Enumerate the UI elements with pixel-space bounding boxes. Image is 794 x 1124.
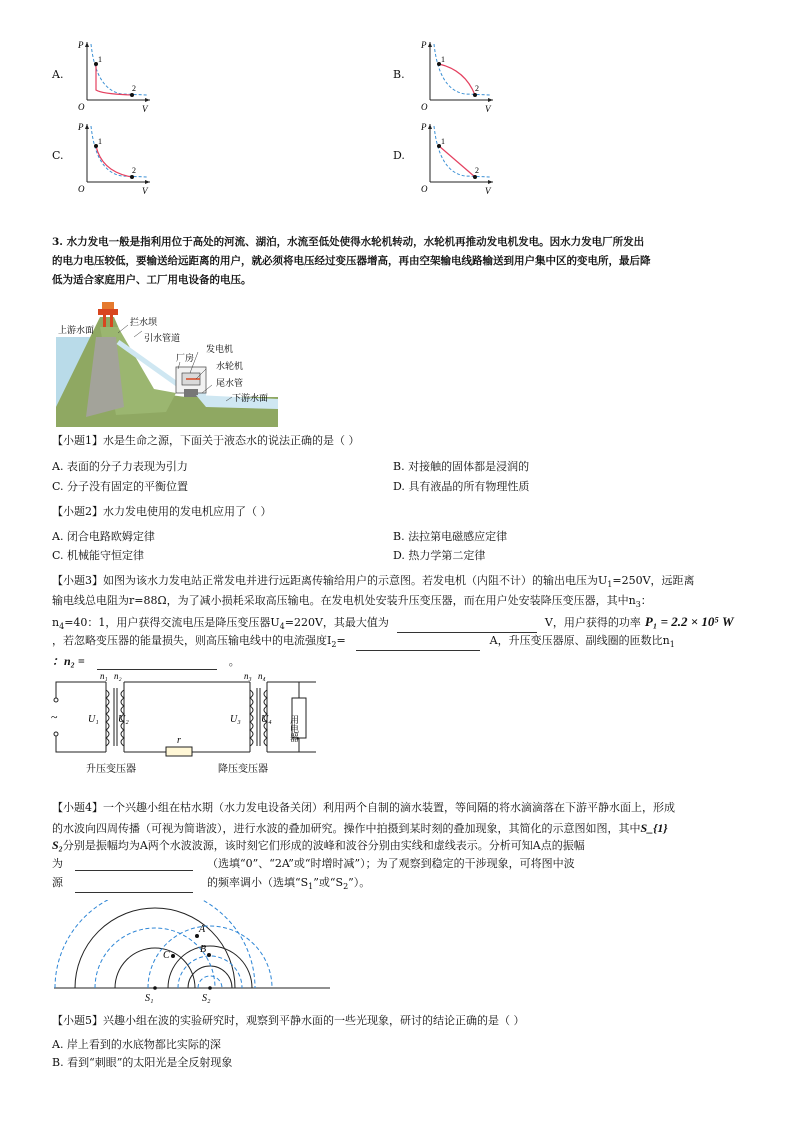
label-step-up: 升压变压器 bbox=[86, 764, 136, 775]
label-step-down: 降压变压器 bbox=[218, 764, 268, 775]
sub2-option-a: A. 闭合电路欧姆定律 bbox=[52, 530, 155, 543]
q3-line3: 低为适合家庭用户、工厂用电设备的电压。 bbox=[52, 274, 252, 286]
answer-blank-wave-source[interactable] bbox=[75, 880, 193, 893]
label-downstream: 下游水面 bbox=[232, 393, 269, 403]
label-u3: U₃ bbox=[230, 714, 241, 725]
sub4-line3: S₂分别是振幅均为A两个水波波源，该时刻它们形成的波峰和波谷分别由实线和虚线表示。分析可知A点的振幅 bbox=[52, 838, 585, 852]
sub1-option-d: D. 具有液晶的所有物理性质 bbox=[393, 480, 530, 493]
source-s1: S₁ bbox=[145, 993, 154, 1004]
option-c-label: C. bbox=[52, 149, 64, 162]
option-b-label: B. bbox=[393, 68, 405, 81]
sub4-line1: 【小题4】一个兴趣小组在枯水期（水力发电设备关闭）利用两个自制的滴水装置，等间隔的将水滴滴落在下游平静水面上，形成 bbox=[52, 801, 675, 814]
axis-p: P bbox=[421, 122, 427, 132]
axis-p: P bbox=[78, 122, 84, 132]
label-u1: U₁ bbox=[88, 714, 99, 725]
point-1: 1 bbox=[98, 55, 102, 64]
label-r: r bbox=[177, 735, 181, 746]
origin: O bbox=[78, 184, 85, 194]
point-1: 1 bbox=[441, 137, 445, 146]
origin: O bbox=[78, 102, 85, 112]
origin: O bbox=[421, 102, 428, 112]
sub2-option-b: B. 法拉第电磁感应定律 bbox=[393, 530, 508, 543]
label-n3: n₃ bbox=[244, 671, 252, 681]
label-tailpipe: 尾水管 bbox=[216, 378, 244, 388]
label-pipe: 引水管道 bbox=[144, 333, 181, 343]
sub2-stem: 【小题2】水力发电使用的发电机应用了（ ） bbox=[52, 505, 272, 518]
hydropower-dam-illustration bbox=[56, 297, 278, 427]
graph-option-d bbox=[415, 120, 497, 196]
point-2: 2 bbox=[132, 84, 136, 93]
axis-v: V bbox=[142, 186, 148, 196]
sub4-line5: 源 的频率调小（选填“$S_1$”或“$S_2$”）。 bbox=[52, 876, 371, 892]
ac-source-symbol: ~ bbox=[51, 710, 58, 724]
label-upstream: 上游水面 bbox=[58, 325, 95, 335]
axis-v: V bbox=[485, 186, 491, 196]
sub5-stem: 【小题5】兴趣小组在波的实验研究时，观察到平静水面的一些光现象，研讨的结论正确的是（ ） bbox=[52, 1014, 525, 1027]
source-s2: S₂ bbox=[202, 993, 211, 1004]
label-n4: n₄ bbox=[258, 671, 266, 681]
sub4-line2: 的水波向四周传播（可视为简谐波），进行水波的叠加研究。操作中拍摄到某时刻的叠加现象，其简化的示意图如图，其中S_{1} bbox=[52, 821, 668, 835]
sub1-option-b: B. 对接触的固体都是浸润的 bbox=[393, 460, 530, 473]
sub5-option-a: A. 岸上看到的水底物都比实际的深 bbox=[52, 1038, 221, 1051]
graph-option-c bbox=[72, 120, 154, 196]
point-2: 2 bbox=[132, 166, 136, 175]
sub1-option-a: A. 表面的分子力表现为引力 bbox=[52, 460, 188, 473]
axis-v: V bbox=[142, 104, 148, 114]
sub3-line1: 【小题3】如图为该水力发电站正常发电并进行远距离传输给用户的示意图。若发电机（内阻不计）的输出电压为$U_1=250V$，远距离 bbox=[52, 574, 695, 590]
label-load: 用电器 bbox=[289, 715, 299, 742]
label-u4: U₄ bbox=[261, 714, 272, 725]
answer-blank-turns-ratio[interactable] bbox=[97, 657, 217, 670]
sub3-line5: ：n₂ = 。 bbox=[52, 654, 240, 668]
sub4-line4: 为 （选填“0”、“2A”或“时增时减”）；为了观察到稳定的干涉现象，可将图中波 bbox=[52, 857, 575, 870]
point-b: B bbox=[200, 944, 207, 955]
answer-blank-max-voltage[interactable] bbox=[397, 620, 537, 633]
transmission-circuit-diagram bbox=[50, 670, 320, 778]
q3-line2: 的电力电压较低，要输送给远距离的用户，就必须将电压经过变压器增高，再由空架输电线路输送到用户集中区的变电所，最后降 bbox=[52, 255, 651, 267]
point-2: 2 bbox=[475, 166, 479, 175]
sub5-option-b: B. 看到“刺眼”的太阳光是全反射现象 bbox=[52, 1056, 233, 1069]
graph-option-a bbox=[72, 38, 154, 114]
sub3-line3: $n_4=40$：1，用户获得交流电压是降压变压器$U_4=220V$，其最大值为 V，用户获得的功率 P₁ = 2.2 × 10⁵ W bbox=[52, 614, 734, 632]
origin: O bbox=[421, 184, 428, 194]
q3-line1: 3. 水力发电一般是指利用位于高处的河流、湖泊，水流至低处使得水轮机转动，水轮机再推动发电机发电。因水力发电厂所发出 bbox=[52, 236, 645, 248]
sub3-line4: ，若忽略变压器的能量损失，则高压输电线中的电流强度$I_2= A$，升压变压器原、副线圈的匝数比$n_1$ bbox=[52, 634, 675, 650]
label-plant: 厂房 bbox=[176, 353, 195, 363]
label-dam: 拦水坝 bbox=[130, 317, 158, 327]
sub2-option-c: C. 机械能守恒定律 bbox=[52, 549, 145, 562]
axis-p: P bbox=[421, 40, 427, 50]
label-u2: U₂ bbox=[118, 714, 129, 725]
sub3-line2: 输电线总电阻为r=88Ω，为了减小损耗采取高压输电。在发电机处安装升压变压器，而在用户处安装降压变压器，其中$n_3$： bbox=[52, 594, 652, 610]
wave-interference-diagram bbox=[52, 900, 332, 1006]
axis-v: V bbox=[485, 104, 491, 114]
answer-blank-current[interactable] bbox=[356, 638, 480, 651]
label-generator: 发电机 bbox=[206, 344, 234, 354]
option-a-label: A. bbox=[52, 68, 64, 81]
point-1: 1 bbox=[98, 137, 102, 146]
point-1: 1 bbox=[441, 55, 445, 64]
label-turbine: 水轮机 bbox=[216, 361, 244, 371]
graph-option-b bbox=[415, 38, 497, 114]
sub2-option-d: D. 热力学第二定律 bbox=[393, 549, 486, 562]
option-d-label: D. bbox=[393, 149, 405, 162]
label-n1: n₁ bbox=[100, 671, 108, 681]
label-n2: n₂ bbox=[114, 671, 122, 681]
axis-p: P bbox=[78, 40, 84, 50]
sub1-stem: 【小题1】水是生命之源，下面关于液态水的说法正确的是（ ） bbox=[52, 434, 360, 447]
point-a: A bbox=[199, 924, 206, 935]
answer-blank-amplitude[interactable] bbox=[75, 858, 193, 871]
point-2: 2 bbox=[475, 84, 479, 93]
point-c: C bbox=[163, 950, 170, 961]
sub1-option-c: C. 分子没有固定的平衡位置 bbox=[52, 480, 189, 493]
